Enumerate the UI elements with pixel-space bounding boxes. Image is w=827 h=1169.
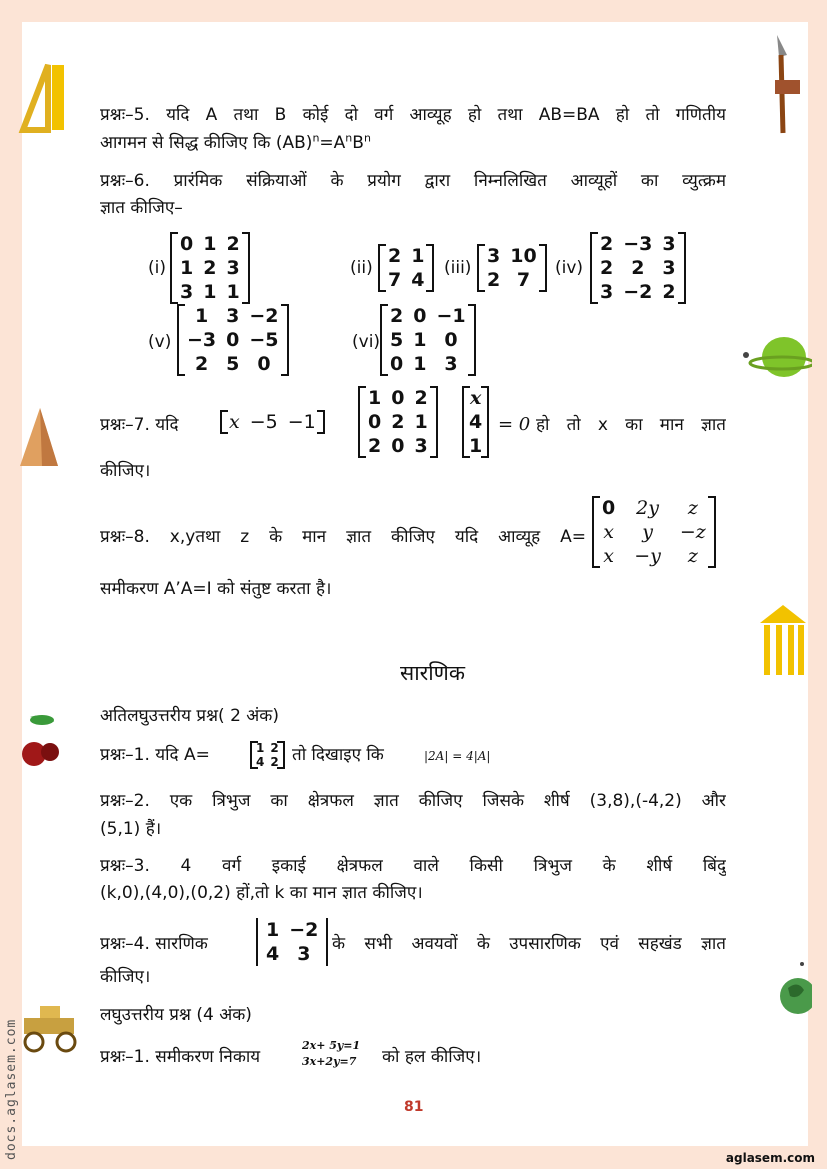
q6-label-v: (v) <box>148 332 172 352</box>
d4-determinant <box>256 918 328 966</box>
q8-cell: 0 <box>602 497 616 519</box>
matrix-cell: 3 <box>297 943 311 965</box>
matrix-cell: 2 <box>270 755 279 769</box>
matrix-cell: 1 <box>413 329 427 351</box>
matrix-cell: 7 <box>388 269 402 291</box>
matrix-cell: 1 <box>411 245 425 267</box>
l1-prefix: प्रश्नः–1. समीकरण निकाय <box>100 1047 261 1067</box>
matrix-cell: 2 <box>414 387 428 409</box>
q7-prefix: प्रश्नः–7. यदि <box>100 415 179 435</box>
d1-prefix: प्रश्नः–1. यदि A= <box>100 745 210 765</box>
matrix-cell: 2 <box>270 741 279 755</box>
matrix-cell: 0 <box>226 329 240 351</box>
matrix-i <box>170 232 250 304</box>
q8-cell: z <box>687 497 698 519</box>
q7-matrix <box>358 386 438 458</box>
d2-line1: प्रश्नः–2. एक त्रिभुज का क्षेत्रफल ज्ञात कीजिए जिसके शीर्ष (3,8),(-4,2) और <box>100 791 726 811</box>
matrix-cell: 0 <box>391 387 405 409</box>
d4-line2: कीजिए। <box>100 967 151 987</box>
matrix-cell: 1 <box>226 281 240 303</box>
q6-label-vi: (vi) <box>352 332 381 352</box>
matrix-cell: 0 <box>444 329 458 351</box>
matrix-cell: 0 <box>257 353 271 375</box>
matrix-cell: 2 <box>662 281 676 303</box>
q8-cell: z <box>687 545 698 567</box>
matrix-cell: 0 <box>180 233 194 255</box>
matrix-cell: 10 <box>510 245 537 267</box>
matrix-cell: 2 <box>368 435 382 457</box>
q5-line2-text: आगमन से सिद्ध कीजिए कि (AB) <box>100 133 313 153</box>
q7-row-3: −1 <box>287 411 316 433</box>
matrix-cell: −3 <box>187 329 217 351</box>
matrix-cell: 5 <box>226 353 240 375</box>
section-short-title: लघुउत्तरीय प्रश्न (4 अंक) <box>100 1005 252 1025</box>
q8-cell: −y <box>634 545 661 567</box>
q5-b: B <box>352 133 364 153</box>
q8-cell: y <box>642 521 653 543</box>
matrix-cell: 4 <box>266 943 280 965</box>
cart-icon <box>20 1000 82 1055</box>
q7-row-x: x <box>229 411 240 433</box>
matrix-cell: −2 <box>249 305 279 327</box>
matrix-cell: 1 <box>368 387 382 409</box>
q5-mid: =A <box>319 133 346 153</box>
globe-icon <box>778 960 812 1020</box>
q5-sup-1: n <box>312 131 320 145</box>
matrix-cell: 2 <box>390 305 404 327</box>
matrix-cell: 1 <box>266 919 280 941</box>
q8-cell: −z <box>679 521 706 543</box>
matrix-cell: 3 <box>444 353 458 375</box>
matrix-iii <box>477 244 547 292</box>
matrix-cell: 1 <box>413 353 427 375</box>
d3-line1: प्रश्नः–3. 4 वर्ग इकाई क्षेत्रफल वाले किसी त्रिभुज के शीर्ष बिंदु <box>100 856 726 876</box>
matrix-cell: 3 <box>662 233 676 255</box>
planet-icon <box>742 335 812 385</box>
d1-suffix: तो दिखाइए कि <box>292 745 384 765</box>
d4-prefix: प्रश्नः–4. सारणिक <box>100 934 208 954</box>
matrix-cell: 2 <box>600 257 614 279</box>
q5-line1: प्रश्नः–5. यदि A तथा B कोई दो वर्ग आव्यूह हो तथा AB=BA हो तो गणितीय <box>100 105 726 125</box>
q7-row-2: −5 <box>249 411 278 433</box>
matrix-cell: 7 <box>516 269 531 291</box>
section-very-short-title: अतिलघुउत्तरीय प्रश्न( 2 अंक) <box>100 706 279 726</box>
d1-formula: |2A| = 4|A| <box>424 749 491 763</box>
matrix-cell: 0 <box>390 353 404 375</box>
q6-label-iii: (iii) <box>444 258 472 278</box>
q6-label-iv: (iv) <box>555 258 584 278</box>
matrix-cell: 0 <box>391 435 405 457</box>
matrix-cell: 2 <box>391 411 405 433</box>
q8-cell: x <box>603 521 614 543</box>
q7-column-vector <box>462 386 489 458</box>
matrix-cell: 3 <box>226 257 240 279</box>
q7-suffix: हो तो x का मान ज्ञात <box>536 415 726 435</box>
d1-matrix <box>250 741 285 769</box>
matrix-cell: 2 <box>631 257 645 279</box>
cherries-icon <box>20 712 60 772</box>
q5-sup-2: n <box>345 131 353 145</box>
q7-equals: = 0 <box>498 414 531 435</box>
matrix-cell: −3 <box>623 233 653 255</box>
q7-col-x: x <box>469 387 482 409</box>
l1-eq2: 3x+2y=7 <box>302 1055 357 1068</box>
matrix-cell: 2 <box>600 233 614 255</box>
site-name[interactable]: aglasem.com <box>725 1151 815 1165</box>
matrix-cell: −5 <box>249 329 279 351</box>
matrix-cell: 3 <box>414 435 428 457</box>
matrix-cell: 1 <box>194 305 209 327</box>
matrix-cell: 4 <box>411 269 425 291</box>
matrix-cell: 2 <box>487 269 501 291</box>
matrix-cell: 1 <box>256 741 265 755</box>
matrix-cell: 2 <box>203 257 217 279</box>
l1-eq1: 2x+ 5y=1 <box>302 1039 361 1052</box>
q8-matrix <box>592 496 716 568</box>
ruler-triangle-icon <box>18 60 68 135</box>
page-number: 81 <box>404 1099 424 1115</box>
matrix-cell: 3 <box>600 281 614 303</box>
l1-suffix: को हल कीजिए। <box>382 1047 482 1067</box>
matrix-cell: 3 <box>662 257 676 279</box>
matrix-cell: 3 <box>487 245 501 267</box>
matrix-cell: 0 <box>368 411 382 433</box>
temple-icon <box>758 605 808 685</box>
q7-row-vector <box>220 410 325 434</box>
matrix-cell: 3 <box>226 305 240 327</box>
matrix-cell: 1 <box>203 233 217 255</box>
q8-cell: 2y <box>636 497 659 519</box>
spear-icon <box>765 35 810 135</box>
q5-sup-3: n <box>363 131 371 145</box>
q8-cell: x <box>603 545 614 567</box>
q6-line2: ज्ञात कीजिए– <box>100 198 183 218</box>
matrix-cell: 4 <box>256 755 265 769</box>
matrix-v <box>177 304 289 376</box>
q8-prefix: प्रश्नः–8. x,yतथा z के मान ज्ञात कीजिए यदि आव्यूह A= <box>100 527 586 547</box>
matrix-cell: 0 <box>413 305 427 327</box>
q5-line2 <box>100 130 371 156</box>
matrix-cell: −2 <box>623 281 653 303</box>
q6-line1: प्रश्नः–6. प्रारंमिक संक्रियाओं के प्रयोग द्वारा निम्नलिखित आव्यूहों का व्युत्क्रम <box>100 171 726 191</box>
pyramid-icon <box>20 408 60 468</box>
matrix-cell: 1 <box>180 257 194 279</box>
q7-col-2: 4 <box>469 411 483 433</box>
matrix-cell: 2 <box>388 245 402 267</box>
matrix-vi <box>380 304 476 376</box>
matrix-iv <box>590 232 686 304</box>
matrix-cell: 2 <box>226 233 240 255</box>
matrix-cell: 2 <box>194 353 209 375</box>
q6-label-i: (i) <box>148 258 166 278</box>
matrix-cell: 1 <box>203 281 217 303</box>
d2-line2: (5,1) हैं। <box>100 819 162 839</box>
section-heading: सारणिक <box>400 661 465 685</box>
watermark: docs.aglasem.com <box>4 1018 19 1160</box>
matrix-cell: −1 <box>436 305 466 327</box>
q7-col-3: 1 <box>469 435 483 457</box>
matrix-cell: −2 <box>289 919 319 941</box>
q8-line2: समीकरण A’A=I को संतुष्ट करता है। <box>100 579 332 599</box>
d4-suffix: के सभी अवयवों के उपसारणिक एवं सहखंड ज्ञात <box>332 934 726 954</box>
matrix-ii <box>378 244 434 292</box>
q7-line2: कीजिए। <box>100 461 151 481</box>
matrix-cell: 3 <box>180 281 194 303</box>
matrix-cell: 1 <box>414 411 428 433</box>
q6-label-ii: (ii) <box>350 258 373 278</box>
matrix-cell: 5 <box>390 329 404 351</box>
d3-line2: (k,0),(4,0),(0,2) हों,तो k का मान ज्ञात कीजिए। <box>100 883 423 903</box>
